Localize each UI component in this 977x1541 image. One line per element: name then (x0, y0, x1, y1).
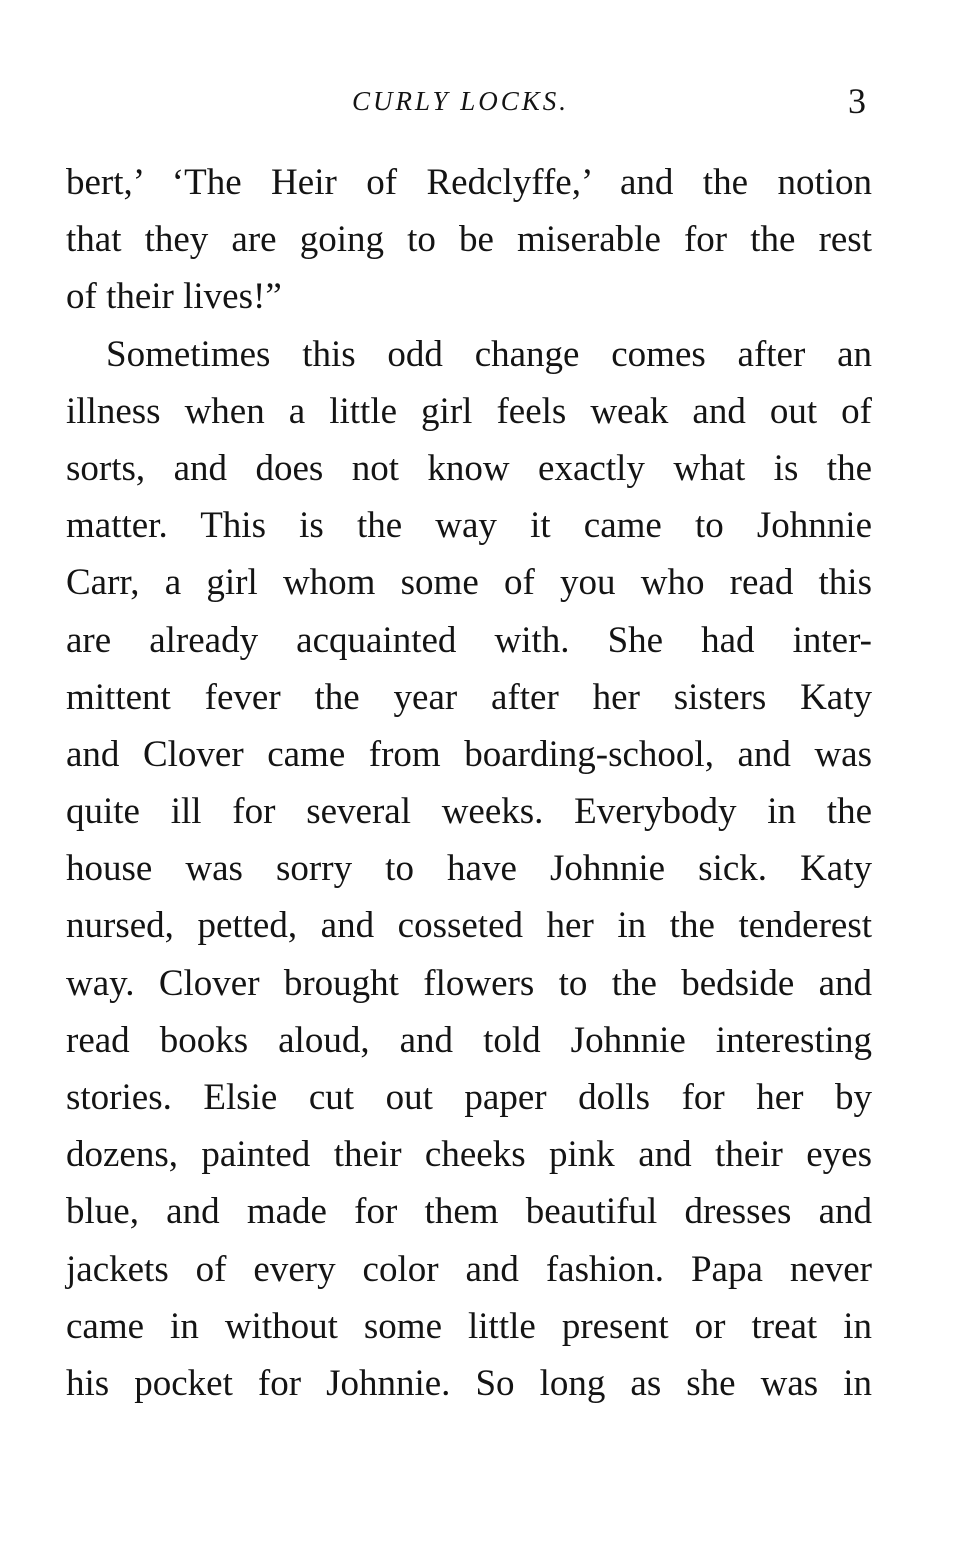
text-line: matter. This is the way it came to Johnnie (66, 505, 872, 547)
running-title: CURLY LOCKS. (352, 86, 570, 116)
text-line: blue, and made for them beautiful dresses and (66, 1191, 872, 1233)
text-line: are already acquainted with. She had inter- (66, 619, 872, 661)
page-number: 3 (848, 81, 866, 121)
text-line: jackets of every color and fashion. Papa never (66, 1248, 872, 1290)
text-line: way. Clover brought flowers to the bedside and (66, 962, 872, 1004)
body-text (66, 154, 872, 1412)
text-line: came in without some little present or treat in (66, 1305, 872, 1347)
text-line: and Clover came from boarding-school, and was (66, 733, 872, 775)
text-line: stories. Elsie cut out paper dolls for her by (66, 1077, 872, 1118)
text-line: quite ill for several weeks. Everybody in the (66, 791, 872, 833)
text-line: of their lives!” (66, 276, 282, 318)
text-line: illness when a little girl feels weak and out of (66, 390, 872, 432)
running-head (0, 76, 977, 126)
text-line: sorts, and does not know exactly what is the (66, 447, 872, 489)
text-line: his pocket for Johnnie. So long as she was in (66, 1362, 872, 1404)
text-line: bert,’ ‘The Heir of Redclyffe,’ and the notion (66, 162, 872, 203)
paragraph-start-line: Sometimes this odd change comes after an (106, 333, 872, 375)
text-line: house was sorry to have Johnnie sick. Katy (66, 848, 872, 890)
text-line: dozens, painted their cheeks pink and their eyes (66, 1134, 872, 1176)
text-line: Carr, a girl whom some of you who read this (66, 562, 872, 604)
text-line: nursed, petted, and cosseted her in the tenderest (66, 905, 872, 947)
text-line: read books aloud, and told Johnnie interesting (66, 1019, 872, 1061)
text-line: mittent fever the year after her sisters Katy (66, 676, 872, 718)
text-line: that they are going to be miserable for the rest (66, 219, 872, 261)
